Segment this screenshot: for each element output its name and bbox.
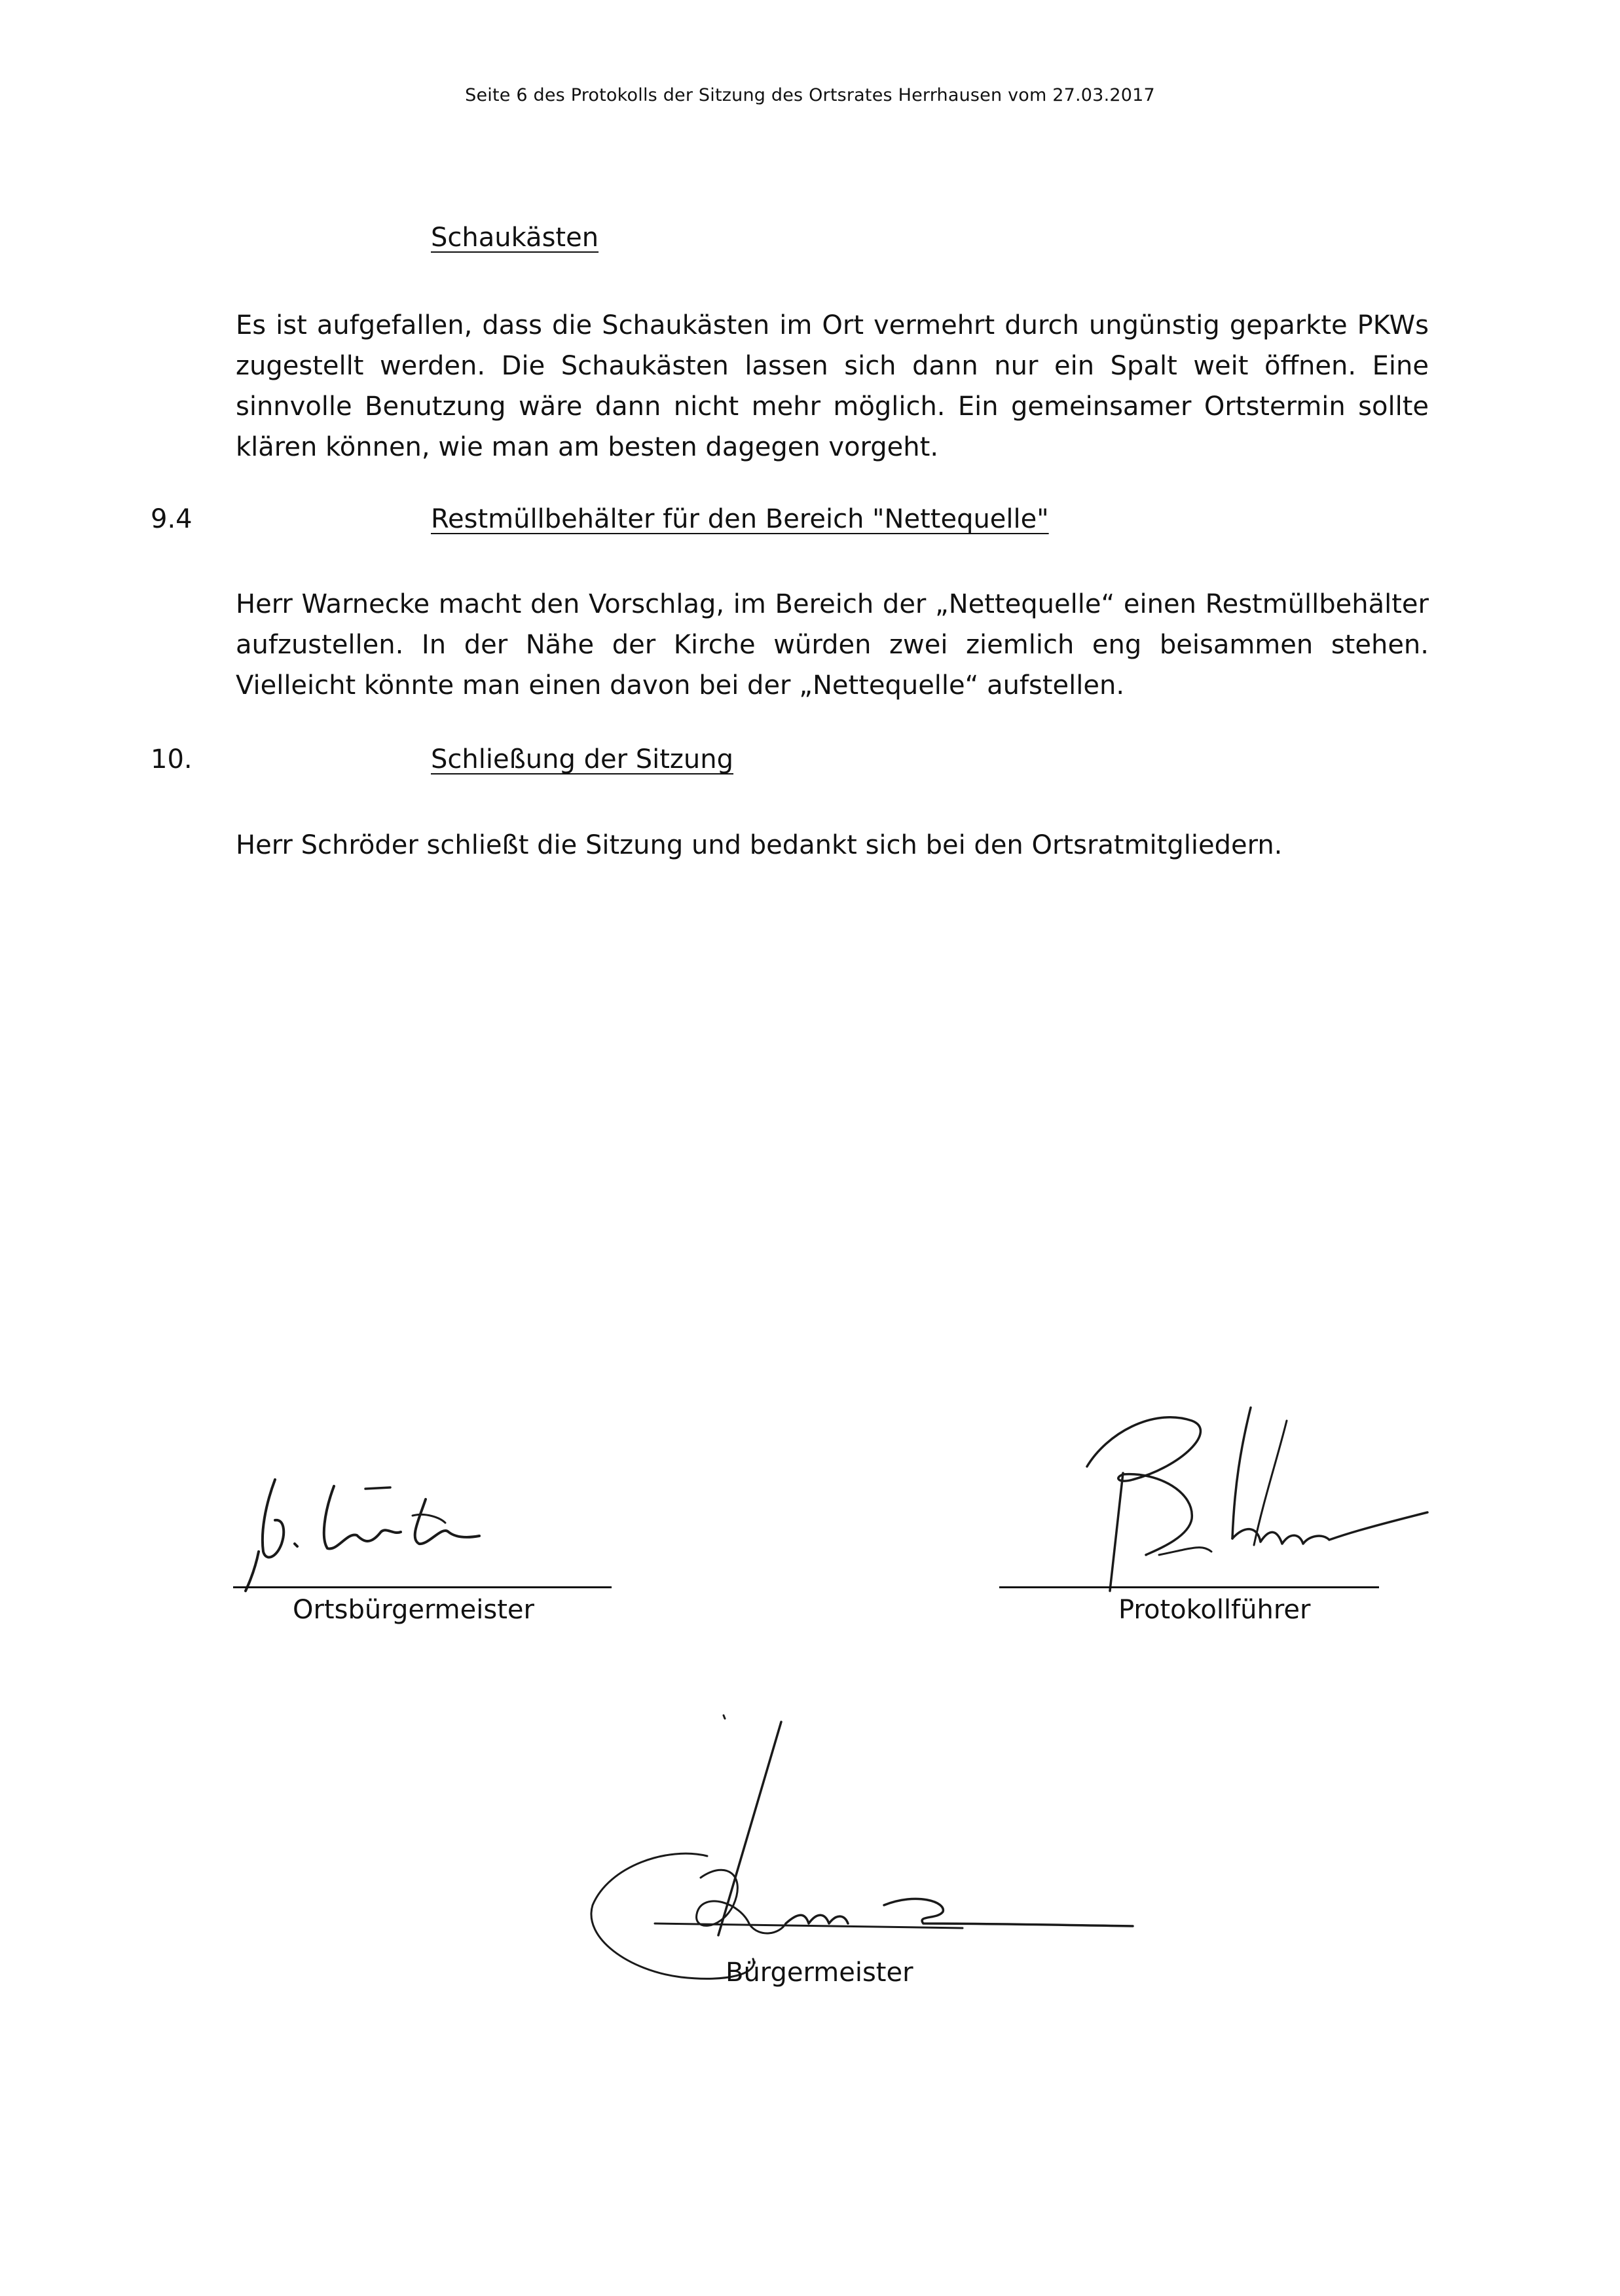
section-title-schaukaesten: Schaukästen <box>431 223 599 253</box>
section-title-restmuellbehaelter: Restmüllbehälter für den Bereich "Nettequelle" <box>431 504 1049 534</box>
signature-ortsbuergermeister <box>229 1460 530 1591</box>
signature-label-buergermeister: Bürgermeister <box>726 1958 913 1988</box>
section-title-schliessung: Schließung der Sitzung <box>431 744 734 774</box>
signature-label-ortsbuergermeister: Ortsbürgermeister <box>293 1595 534 1625</box>
section-body-schaukaesten: Es ist aufgefallen, dass die Schaukästen im Ort vermehrt durch ungünstig geparkte PKWs zugestellt werden. Die Schaukästen lassen sich dann nur ein Spalt weit öffnen. Eine sinnvolle Benutzung wäre dann nicht mehr möglich. Ein gemeinsamer Ortstermin sollte klären können, wie man am besten dagegen vorgeht. <box>236 310 1429 462</box>
signature-label-protokollfuehrer: Protokollführer <box>1118 1595 1311 1625</box>
page-header: Seite 6 des Protokolls der Sitzung des Ortsrates Herrhausen vom 27.03.2017 <box>465 85 1155 105</box>
section-number-9-4: 9.4 <box>151 504 193 534</box>
section-body-restmuellbehaelter: Herr Warnecke macht den Vorschlag, im Bereich der „Nettequelle“ einen Restmüllbehälter aufzustellen. In der Nähe der Kirche würden zwei ziemlich eng beisammen stehen. Vielleicht könnte man einen davon bei der „Nettequelle“ aufstellen. <box>236 589 1429 701</box>
signature-line-ortsbuergermeister <box>233 1586 612 1588</box>
section-number-10: 10. <box>151 744 193 774</box>
section-body-schliessung: Herr Schröder schließt die Sitzung und bedankt sich bei den Ortsratmitgliedern. <box>236 830 1283 860</box>
signature-line-protokollfuehrer <box>999 1586 1379 1588</box>
signature-protokollfuehrer <box>1061 1394 1427 1604</box>
